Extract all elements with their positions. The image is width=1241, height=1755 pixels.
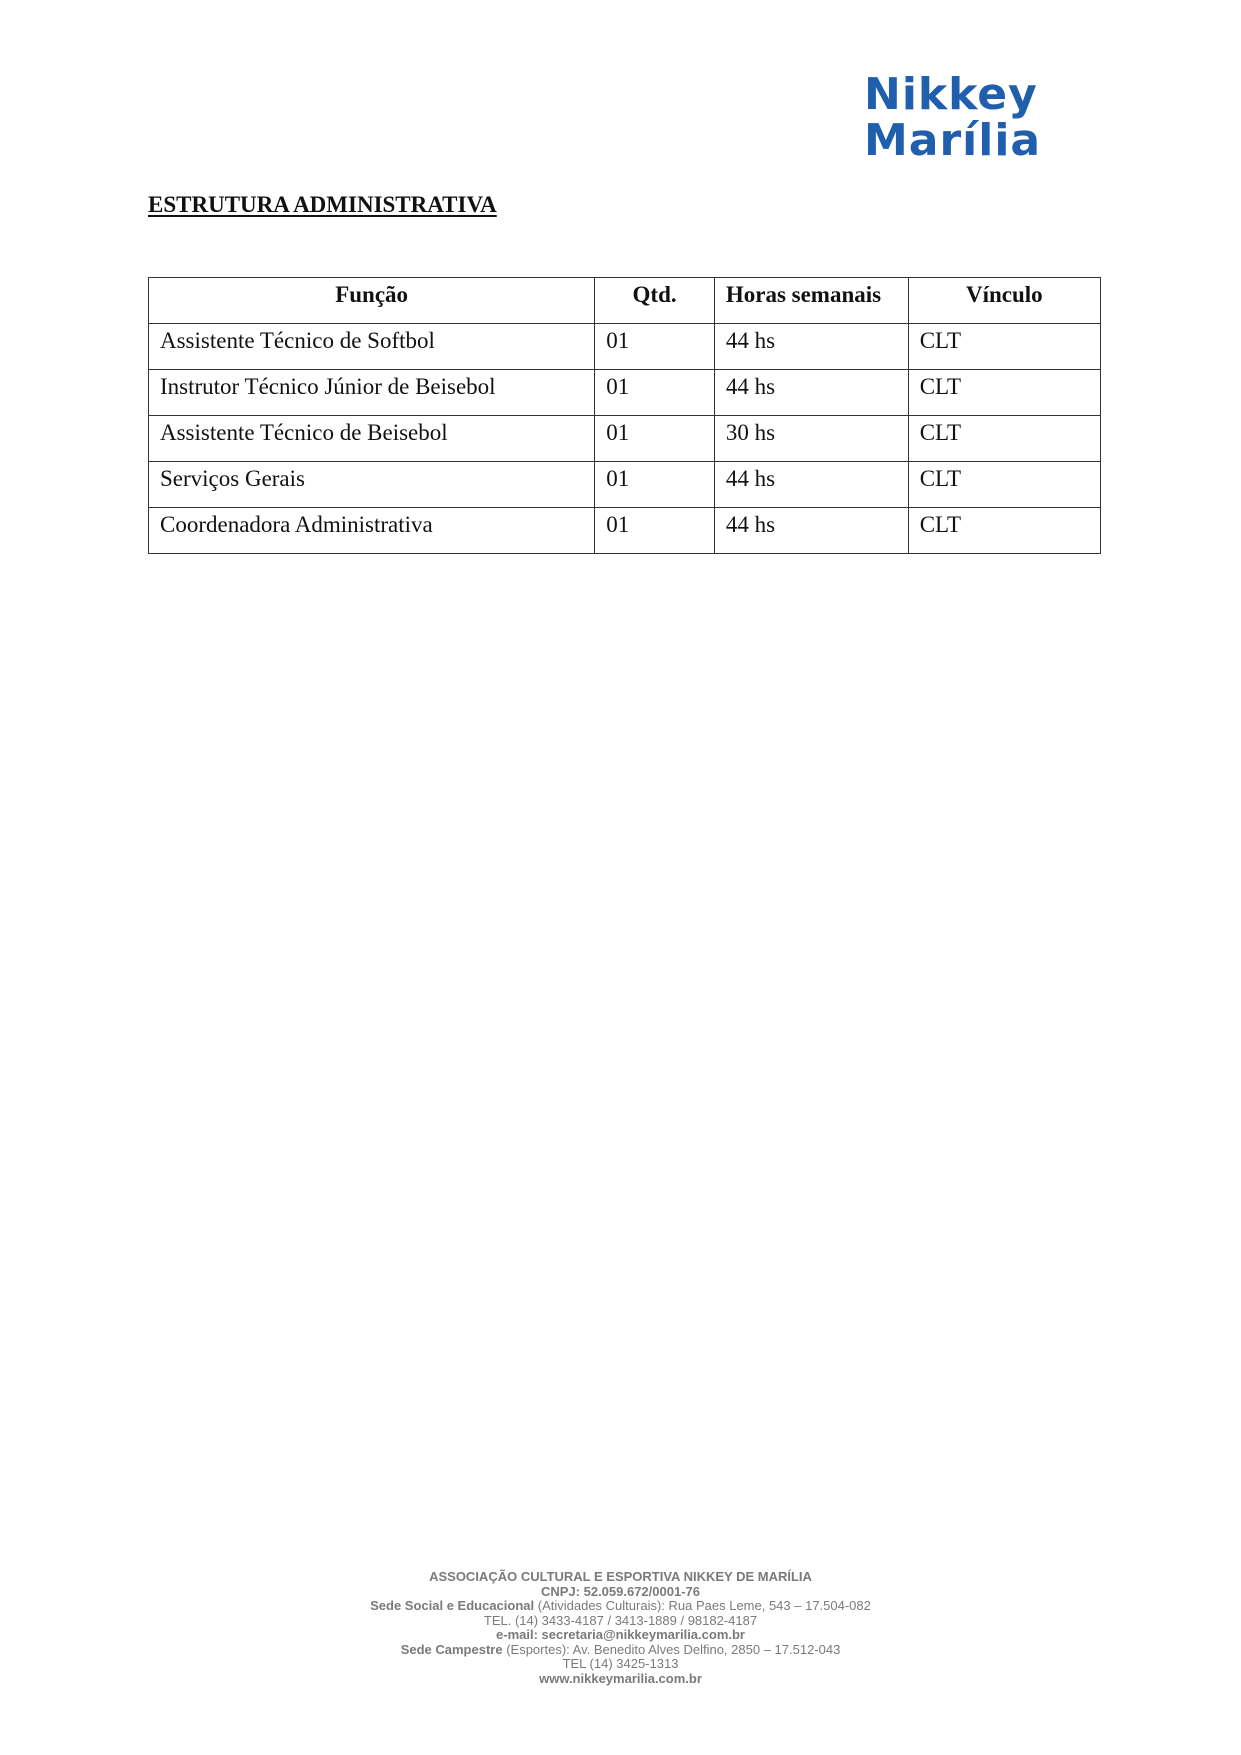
table-header-row (149, 278, 1101, 324)
footer-website: www.nikkeymarilia.com.br (539, 1670, 702, 1686)
cell-qtd: 01 (595, 508, 715, 554)
header-vinculo: Vínculo (908, 278, 1100, 324)
cell-horas: 44 hs (714, 462, 908, 508)
header-qtd: Qtd. (595, 278, 715, 324)
table-row (149, 416, 1101, 462)
cell-funcao: Instrutor Técnico Júnior de Beisebol (149, 370, 595, 416)
cell-vinculo: CLT (908, 370, 1100, 416)
footer-sede-social: Sede Social e Educacional (Atividades Culturais): Rua Paes Leme, 543 – 17.504-082 (370, 1598, 871, 1613)
cell-horas: 44 hs (714, 508, 908, 554)
cell-horas: 30 hs (714, 416, 908, 462)
table-row (149, 324, 1101, 370)
logo-line-2: Marília (864, 115, 1042, 166)
header-funcao: Função (149, 278, 595, 324)
footer-phone-2: TEL (14) 3425-1313 (562, 1656, 679, 1671)
staff-table (148, 277, 1101, 554)
header-horas-semanais: Horas semanais (714, 278, 908, 324)
cell-qtd: 01 (595, 462, 715, 508)
footer-email: e-mail: secretaria@nikkeymarilia.com.br (496, 1627, 745, 1642)
cell-vinculo: CLT (908, 462, 1100, 508)
cell-qtd: 01 (595, 370, 715, 416)
cell-horas: 44 hs (714, 370, 908, 416)
cell-vinculo: CLT (908, 508, 1100, 554)
table-row (149, 370, 1101, 416)
cell-funcao: Coordenadora Administrativa (149, 508, 595, 554)
cell-vinculo: CLT (908, 324, 1100, 370)
cell-funcao: Serviços Gerais (149, 462, 595, 508)
footer-cnpj: CNPJ: 52.059.672/0001-76 (540, 1583, 700, 1599)
cell-qtd: 01 (595, 324, 715, 370)
cell-funcao: Assistente Técnico de Softbol (149, 324, 595, 370)
cell-vinculo: CLT (908, 416, 1100, 462)
logo-line-1: Nikkey (864, 69, 1038, 120)
document-heading: ESTRUTURA ADMINISTRATIVA (148, 192, 497, 217)
cell-horas: 44 hs (714, 324, 908, 370)
page-footer (0, 1570, 1241, 1686)
cell-funcao: Assistente Técnico de Beisebol (149, 416, 595, 462)
nikkey-marilia-logo (864, 69, 1104, 166)
footer-phone-1: TEL. (14) 3433-4187 / 3413-1889 / 98182-4187 (483, 1612, 758, 1628)
table-row (149, 462, 1101, 508)
table-row (149, 508, 1101, 554)
footer-sede-campestre: Sede Campestre (Esportes): Av. Benedito Alves Delfino, 2850 – 17.512-043 (400, 1641, 841, 1657)
footer-org-name: ASSOCIAÇÃO CULTURAL E ESPORTIVA NIKKEY DE MARÍLIA (429, 1569, 812, 1584)
cell-qtd: 01 (595, 416, 715, 462)
